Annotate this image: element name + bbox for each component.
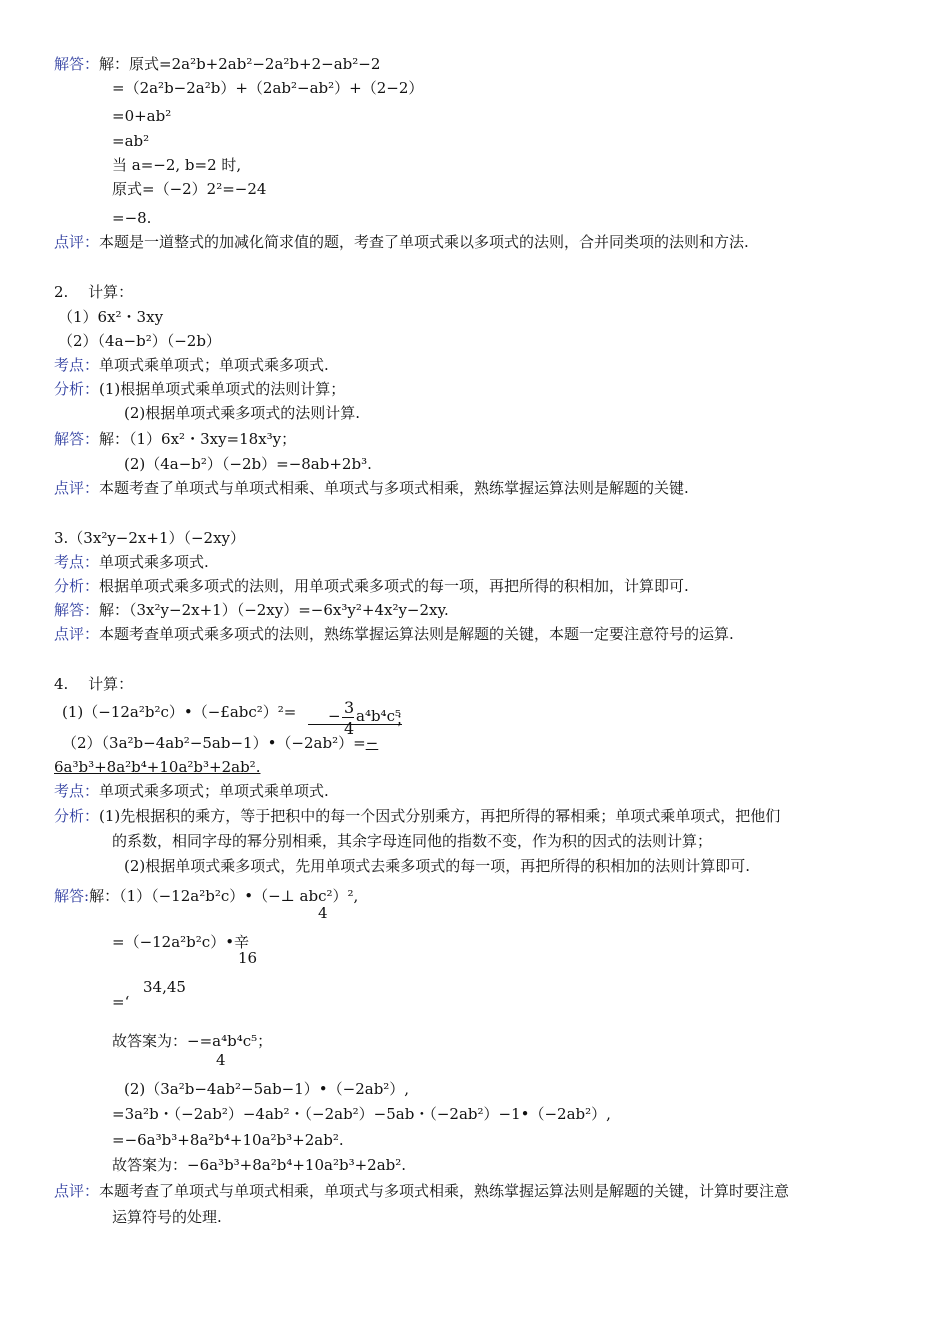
fraction-numerator: 3 xyxy=(344,698,355,717)
label-kaodian: 考点： xyxy=(54,356,100,374)
s4-jieda2-sub: 16 xyxy=(238,949,258,967)
label-dianping: 点评： xyxy=(54,1182,100,1200)
label-jieda: 解答： xyxy=(54,430,100,448)
s2-jieda2: (2)（4a−b²）（−2b）=−8ab+2b³. xyxy=(124,455,372,473)
s2-fenxi1: 分析：(1)根据单项式乘单项式的法则计算； xyxy=(54,380,346,398)
s4-jieda2: =（−12a²b²c）•辛 xyxy=(112,933,250,951)
label-dianping: 点评： xyxy=(54,479,100,497)
s2-question1: （1）6x²・3xy xyxy=(58,308,164,326)
s2-question2: （2）（4a−b²）（−2b） xyxy=(58,332,221,350)
label-dianping: 点评： xyxy=(54,233,100,251)
s2-title: 2. 计算： xyxy=(54,283,134,301)
s4-question2: （2）（3a²b−4ab²−5ab−1）•（−2ab²）=− xyxy=(62,734,379,752)
s1-solution-line6: 原式=（−2）2²=−24 xyxy=(112,180,267,198)
s3-comment: 点评：本题考查单项式乘多项式的法则，熟练掌握运算法则是解题的关键，本题一定要注意符号的运算. xyxy=(54,625,734,643)
label-fenxi: 分析： xyxy=(54,577,100,595)
s4-jieda7: =−6a³b³+8a²b⁴+10a²b³+2ab². xyxy=(112,1131,344,1149)
s4-jieda1: 解答:解：（1）（−12a²b²c）•（−⊥ abc²）², xyxy=(54,887,359,905)
s2-jieda1: 解答：解：（1）6x²・3xy=18x³y； xyxy=(54,430,297,448)
s4-fenxi2: (2)根据单项式乘多项式，先用单项式去乘多项式的每一项，再把所得的积相加的法则计算即可. xyxy=(124,857,751,875)
label-jieda: 解答： xyxy=(54,601,100,619)
fraction-bar xyxy=(342,717,354,718)
s4-jieda3: =‘ xyxy=(112,993,130,1011)
s4-q1-answer: − 3 4 a⁴b⁴c⁵ xyxy=(306,700,406,744)
s1-solution-line3: =0+ab² xyxy=(112,107,172,125)
s2-comment: 点评：本题考查了单项式与单项式相乘、单项式与多项式相乘，熟练掌握运算法则是解题的关键. xyxy=(54,479,689,497)
s4-question1: (1)（−12a²b²c）•（−£abc²）²= xyxy=(62,703,297,721)
s2-fenxi2: (2)根据单项式乘多项式的法则计算. xyxy=(124,404,361,422)
s3-fenxi: 分析：根据单项式乘多项式的法则，用单项式乘多项式的每一项，再把所得的积相加，计算即可. xyxy=(54,577,689,595)
s1-solution-line7: =−8. xyxy=(112,209,152,227)
s4-title: 4. 计算： xyxy=(54,675,134,693)
fraction-denominator: 4 xyxy=(344,719,355,738)
s1-solution-line1: 解答：解：原式=2a²b+2ab²−2a²b+2−ab²−2 xyxy=(54,55,381,73)
s4-fenxi1: 分析：(1)先根据积的乘方，等于把积中的每一个因式分别乘方，再把所得的幂相乘；单项式乘单项式，把他们 xyxy=(54,807,781,825)
s4-jieda1-sub: 4 xyxy=(318,904,328,922)
answer-underline xyxy=(308,724,402,725)
s4-jieda6: =3a²b・（−2ab²）−4ab²・（−2ab²）−5ab・（−2ab²）−1•（−2ab²）, xyxy=(112,1105,611,1123)
s4-q1-semicolon: ； xyxy=(396,710,412,728)
label-jieda: 解答: xyxy=(54,887,90,905)
s4-question2-answer: 6a³b³+8a²b⁴+10a²b³+2ab². xyxy=(54,758,261,776)
s3-kaodian: 考点：单项式乘多项式. xyxy=(54,553,209,571)
label-fenxi: 分析： xyxy=(54,807,100,825)
label-kaodian: 考点： xyxy=(54,553,100,571)
s4-jieda5: (2)（3a²b−4ab²−5ab−1）•（−2ab²）, xyxy=(124,1080,410,1098)
label-kaodian: 考点： xyxy=(54,782,100,800)
s3-jieda: 解答：解：（3x²y−2x+1）（−2xy）=−6x³y²+4x²y−2xy. xyxy=(54,601,449,619)
s4-jieda4: 故答案为：−=a⁴b⁴c⁵； xyxy=(112,1032,273,1050)
label-dianping: 点评： xyxy=(54,625,100,643)
s4-jieda8: 故答案为：−6a³b³+8a²b⁴+10a²b³+2ab². xyxy=(112,1156,407,1174)
s4-jieda4-sub: 4 xyxy=(216,1051,226,1069)
s4-jieda3-top: 34,45 xyxy=(143,978,186,996)
s1-solution-line2: =（2a²b−2a²b）+（2ab²−ab²）+（2−2） xyxy=(112,79,424,97)
s1-comment: 点评：本题是一道整式的加减化简求值的题，考查了单项式乘以多项式的法则，合并同类项的法则和方法. xyxy=(54,233,749,251)
label-jieda: 解答： xyxy=(54,55,100,73)
s2-kaodian: 考点：单项式乘单项式；单项式乘多项式. xyxy=(54,356,329,374)
s3-title: 3.（3x²y−2x+1）（−2xy） xyxy=(54,529,246,547)
s4-kaodian: 考点：单项式乘多项式；单项式乘单项式. xyxy=(54,782,329,800)
s4-comment2: 运算符号的处理. xyxy=(112,1208,222,1226)
s4-comment1: 点评：本题考查了单项式与单项式相乘，单项式与多项式相乘，熟练掌握运算法则是解题的关键，计算时要注意 xyxy=(54,1182,790,1200)
s1-solution-line5: 当 a=−2, b=2 时, xyxy=(112,156,242,174)
s1-solution-line4: =ab² xyxy=(112,132,150,150)
s4-fenxi1b: 的系数，相同字母的幂分别相乘，其余字母连同他的指数不变，作为积的因式的法则计算； xyxy=(112,832,713,850)
label-fenxi: 分析： xyxy=(54,380,100,398)
